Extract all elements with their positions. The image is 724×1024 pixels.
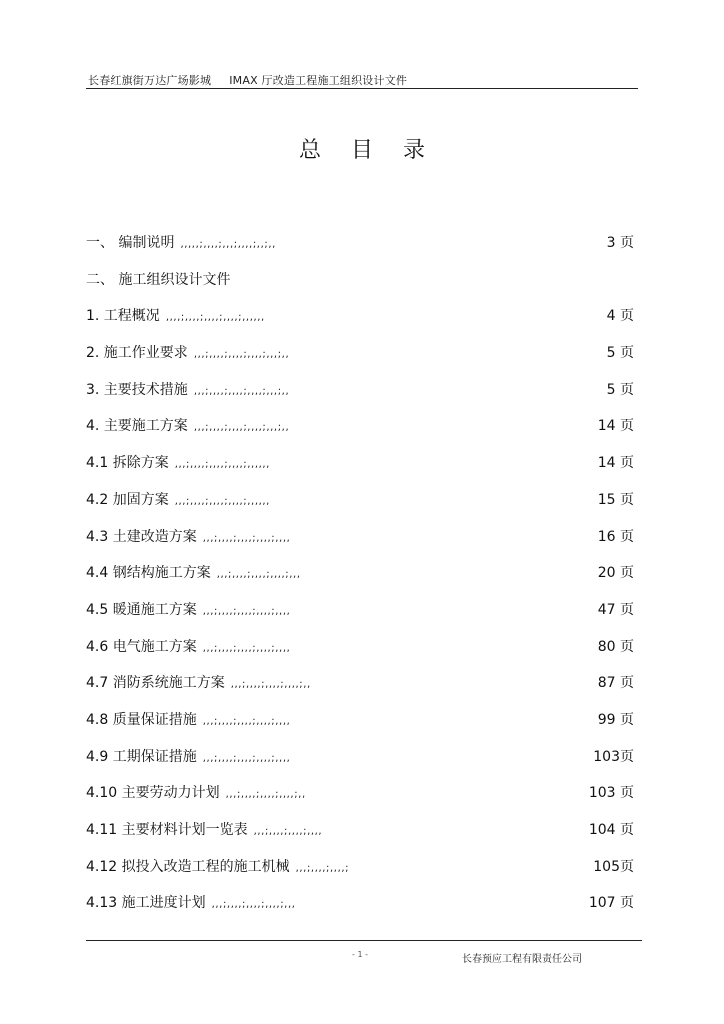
toc-entry-label: 二、 施工组织设计文件 xyxy=(86,271,231,288)
toc-dot-leader: ,,,;,,,,;,,,,;,,,,;,,,,,, xyxy=(174,459,270,471)
toc-entry xyxy=(86,888,636,925)
toc-entry-page: 105页 xyxy=(593,858,634,875)
toc-dot-leader: ,,,;,,,,;,,,,;,,,,;,,,, xyxy=(202,642,291,654)
table-of-contents xyxy=(86,228,636,925)
toc-entry-page: 104 页 xyxy=(588,822,634,838)
header-project-name: 长春红旗街万达广场影城 xyxy=(88,74,212,87)
toc-dot-leader: ,,,;,,,,;,,,,;,,,,;,,,;,, xyxy=(193,349,290,361)
toc-entry-page: 16 页 xyxy=(597,528,634,545)
toc-entry-label: 一、 编制说明 xyxy=(86,235,175,251)
toc-entry-page: 14 页 xyxy=(597,418,634,435)
toc-entry-label: 4.7 消防系统施工方案 xyxy=(86,675,225,692)
toc-dot-leader: ,,,;,,,,;,,,,;,,,,;,,,, xyxy=(202,715,291,727)
toc-entry-page: 5 页 xyxy=(606,345,634,362)
toc-entry xyxy=(86,742,636,779)
toc-entry-label: 4.8 质量保证措施 xyxy=(86,711,197,728)
toc-entry xyxy=(86,228,636,265)
toc-entry-label: 4.13 施工进度计划 xyxy=(86,895,206,912)
toc-dot-leader: ,,,;,,,,;,,,,;,,,,;,,,, xyxy=(202,605,291,617)
toc-dot-leader: ,,,;,,,,;,,,,;,,,,;,,, xyxy=(211,899,296,911)
toc-dot-leader: ,,,;,,,,;,,,,;,,,,;,,, xyxy=(216,569,301,581)
toc-dot-leader: ,,,;,,,,;,,,,;,,,, xyxy=(253,826,323,837)
toc-entry xyxy=(86,338,636,375)
toc-entry-label: 4.10 主要劳动力计划 xyxy=(86,785,220,802)
page-title: 总目录 xyxy=(298,138,455,163)
toc-dot-leader: ,,,;,,,,;,,,,;,,,,;,,,,,, xyxy=(174,495,270,507)
toc-entry-label: 4.11 主要材料计划一览表 xyxy=(86,822,248,838)
toc-entry xyxy=(86,705,636,742)
toc-dot-leader: ,,,;,,,,;,,,,;,,,,;,,,;,, xyxy=(193,385,290,397)
toc-entry xyxy=(86,815,636,852)
toc-entry xyxy=(86,558,636,595)
toc-entry xyxy=(86,375,636,412)
toc-entry xyxy=(86,668,636,705)
toc-dot-leader: ,,,;,,,,;,,,,; xyxy=(295,862,350,874)
toc-entry xyxy=(86,448,636,485)
toc-entry-label: 1. 工程概况 xyxy=(86,308,160,325)
footer-rule xyxy=(86,940,642,941)
toc-dot-leader: ,,,,,;,,,,;,,,;,,,,;,,;,, xyxy=(180,239,276,250)
toc-entry-label: 2. 施工作业要求 xyxy=(86,345,188,362)
header-document-name: IMAX 厅改造工程施工组织设计文件 xyxy=(229,74,408,87)
toc-entry-label: 4. 主要施工方案 xyxy=(86,418,188,435)
toc-entry xyxy=(86,852,636,889)
toc-entry xyxy=(86,595,636,632)
toc-entry-label: 4.6 电气施工方案 xyxy=(86,638,197,655)
toc-entry-label: 4.5 暖通施工方案 xyxy=(86,601,197,618)
toc-dot-leader: ,,,,;,,,,;,,,,;,,,,;,,,,,, xyxy=(165,312,265,324)
toc-entry-page: 20 页 xyxy=(597,565,634,582)
header-rule xyxy=(86,88,638,89)
toc-entry-label: 4.9 工期保证措施 xyxy=(86,748,197,765)
toc-entry-page: 80 页 xyxy=(597,638,634,655)
toc-dot-leader: ,,,;,,,,;,,,,;,,,,;,, xyxy=(225,789,306,801)
toc-entry-page: 5 页 xyxy=(606,381,634,398)
toc-entry-label: 4.2 加固方案 xyxy=(86,491,169,508)
toc-entry-label: 4.1 拆除方案 xyxy=(86,455,169,472)
toc-entry xyxy=(86,485,636,522)
toc-entry xyxy=(86,301,636,338)
toc-entry xyxy=(86,411,636,448)
page-header xyxy=(88,72,636,88)
toc-entry-page: 15 页 xyxy=(597,491,634,508)
toc-entry xyxy=(86,522,636,559)
toc-dot-leader: ,,,;,,,,;,,,,;,,,,;,, xyxy=(230,679,311,691)
toc-entry-page: 4 页 xyxy=(606,308,634,325)
toc-entry-page: 14 页 xyxy=(597,455,634,472)
toc-entry-label: 4.4 钢结构施工方案 xyxy=(86,565,211,582)
toc-entry-page: 103页 xyxy=(593,748,634,765)
footer-company-name: 长春预应工程有限责任公司 xyxy=(462,954,582,965)
toc-entry-page: 107 页 xyxy=(588,895,634,912)
toc-dot-leader: ,,,;,,,,;,,,,;,,,,;,,,;,, xyxy=(193,422,290,434)
toc-entry-label: 4.12 拟投入改造工程的施工机械 xyxy=(86,858,290,875)
toc-entry xyxy=(86,778,636,815)
toc-entry-page: 47 页 xyxy=(597,601,634,618)
toc-entry-page: 103 页 xyxy=(588,785,634,802)
page-number: - 1 - xyxy=(352,950,368,959)
toc-dot-leader: ,,,;,,,,;,,,,;,,,,;,,,, xyxy=(202,752,291,764)
toc-dot-leader: ,,,;,,,,;,,,,;,,,,;,,,, xyxy=(202,532,291,544)
toc-entry-page: 99 页 xyxy=(597,711,634,728)
toc-entry-label: 4.3 土建改造方案 xyxy=(86,528,197,545)
toc-entry-page: 87 页 xyxy=(597,675,634,692)
toc-entry-page: 3 页 xyxy=(606,235,634,251)
toc-entry xyxy=(86,632,636,669)
toc-entry-label: 3. 主要技术措施 xyxy=(86,381,188,398)
toc-entry xyxy=(86,265,636,302)
